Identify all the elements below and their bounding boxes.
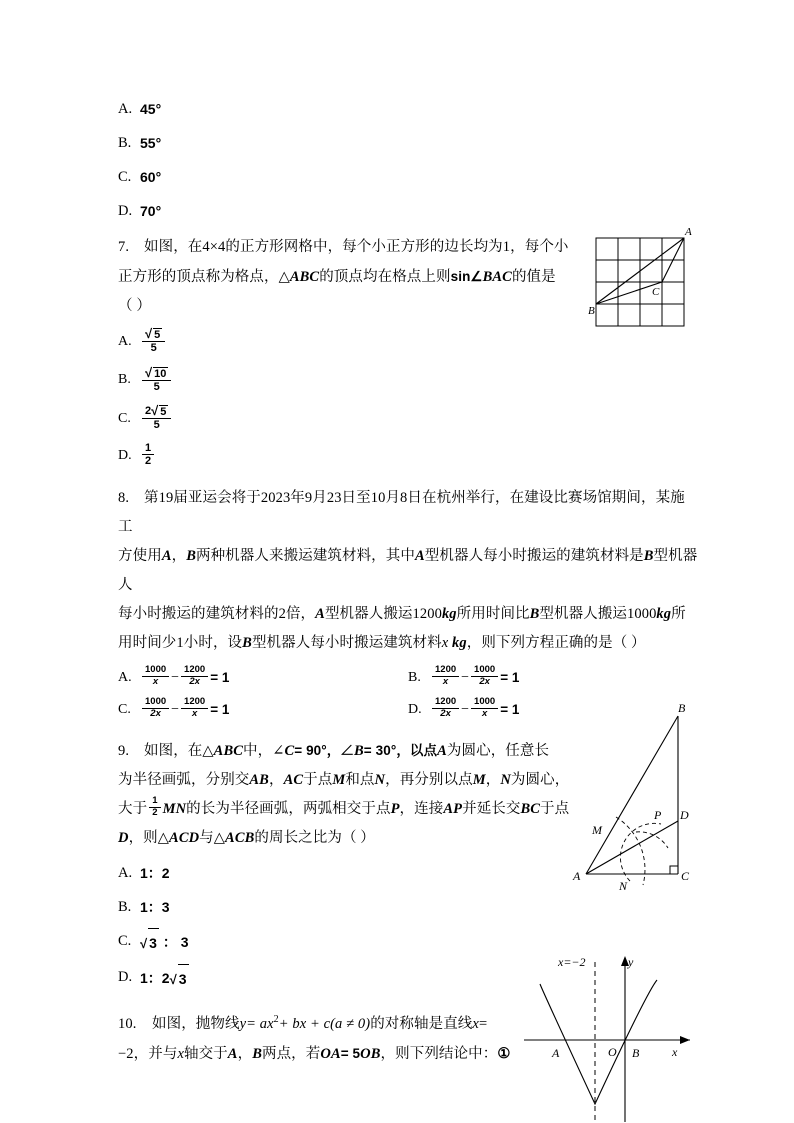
- q8-text-2e: 型机器人: [118, 548, 698, 594]
- radicand: 3: [178, 964, 189, 993]
- coefficient: 2: [145, 405, 152, 418]
- option-letter: C.: [118, 932, 132, 949]
- radical-sign: √: [169, 971, 177, 987]
- q9-text-3b: 的长为半径画弧，两弧相交于点: [186, 800, 391, 817]
- half-fraction: [149, 796, 160, 820]
- q7-line-3: （ ）: [118, 298, 151, 314]
- option-text: [140, 963, 189, 993]
- equation-rhs: = 1: [500, 670, 520, 686]
- q10-text-2d: 两点，若: [261, 1045, 321, 1062]
- label-a2: A: [414, 548, 425, 565]
- q8-number: 8.: [118, 490, 130, 507]
- segment-mn: MN: [162, 800, 187, 817]
- q10-text-1c: =: [478, 1015, 488, 1032]
- q8-text-3e: 所: [671, 606, 686, 623]
- option-fraction: [142, 442, 154, 469]
- q8-text-4b: 型机器人每小时搬运建筑材料: [251, 635, 442, 652]
- fraction-denominator: [186, 677, 203, 689]
- label-c: C: [284, 742, 295, 759]
- fraction-numerator: 1200: [432, 697, 459, 709]
- denominator-expr: 2x: [479, 675, 490, 687]
- q9-text-4b: 与: [199, 829, 214, 846]
- triangle-sides: [586, 716, 678, 874]
- ratio-separator: ：: [162, 933, 177, 950]
- radicand: 3: [148, 928, 159, 957]
- denominator-expr: x: [152, 675, 159, 687]
- point-label-a: A: [552, 1046, 560, 1060]
- fraction-denominator: [440, 677, 451, 689]
- q8-sep: ，: [171, 548, 187, 565]
- option-letter: A.: [118, 669, 132, 685]
- q9-text-2a: 为半径画弧，分别交: [118, 771, 250, 788]
- variable-x: x: [472, 1015, 479, 1032]
- segment-ab: AB: [249, 771, 269, 788]
- vertex-label-c: C: [652, 286, 660, 298]
- q7-text-2a: 正方形的顶点称为格点，: [118, 269, 279, 285]
- equation-rhs: = 1: [210, 670, 230, 686]
- q10-text-2f: ，则下列结论中：: [380, 1045, 498, 1062]
- option-letter: B.: [118, 135, 132, 151]
- unit-kg2: kg: [656, 606, 672, 623]
- fraction-numerator: 1000: [471, 665, 498, 677]
- q10-sep: ，: [237, 1045, 253, 1062]
- fraction-numerator: 1000: [471, 697, 498, 709]
- q9-text-2d: 和点: [345, 771, 375, 788]
- option-letter: D.: [118, 203, 133, 219]
- denominator-expr: 2x: [150, 707, 161, 719]
- point-label-n: N: [619, 879, 628, 893]
- option-text: [140, 927, 189, 957]
- q10-number: 10.: [118, 1015, 137, 1032]
- q8-text-3a: 每小时搬运的建筑材料的2倍，: [118, 606, 316, 623]
- fraction-numerator: 1200: [432, 665, 459, 677]
- denominator-expr: x: [191, 707, 198, 719]
- option-fraction: [142, 365, 171, 395]
- fraction-numerator: 1200: [181, 697, 208, 709]
- vertex-label-a: A: [685, 226, 692, 238]
- option-row[interactable]: [118, 163, 698, 191]
- q9-val-1: = 90°，∠: [294, 742, 354, 758]
- option-row[interactable]: [118, 666, 408, 690]
- q10-val: = 5: [340, 1045, 361, 1061]
- option-letter: D.: [118, 448, 132, 464]
- option-row[interactable]: [118, 197, 698, 225]
- axis-symmetry-label: x=−2: [558, 955, 586, 969]
- segment-ac: AC: [283, 771, 304, 788]
- q8-text-4a: 用时间少1小时，设: [118, 635, 243, 652]
- construction-arc-m: [636, 832, 668, 848]
- q8-line-3: [118, 600, 698, 629]
- minus-sign: −: [171, 701, 180, 717]
- option-row[interactable]: [118, 129, 698, 157]
- option-letter: B.: [118, 898, 132, 915]
- q9-text-1b: 中，∠: [243, 742, 285, 759]
- label-a: A: [437, 742, 447, 759]
- label-bac: BAC: [482, 269, 512, 285]
- point-m: M: [332, 771, 346, 788]
- unit-kg3: kg: [452, 635, 467, 652]
- triangle-symbol-2: △: [213, 829, 226, 846]
- ratio-first: 1：2: [140, 969, 170, 986]
- fraction-denominator: [150, 677, 161, 689]
- figure-q7-grid: [588, 224, 696, 328]
- q9-text-3a: 大于: [118, 800, 148, 817]
- fraction-denominator: [479, 709, 490, 721]
- point-n2: N: [500, 771, 511, 788]
- fraction-denominator: [189, 709, 200, 721]
- option-letter: A.: [118, 864, 133, 881]
- label-abc: ABC: [289, 269, 320, 285]
- label-b2: B: [643, 548, 654, 565]
- q8-text-2c: 两种机器人来搬运建筑材料，其中: [195, 548, 415, 565]
- fraction-numerator: 1: [149, 796, 160, 808]
- denominator-expr: x: [481, 707, 488, 719]
- segment-bc: BC: [520, 800, 541, 817]
- option-row[interactable]: [118, 95, 698, 123]
- variable-x2: x: [177, 1045, 184, 1062]
- q8-text-2a: 方使用: [118, 548, 162, 565]
- option-fraction: [142, 403, 171, 433]
- denominator-expr: 2x: [189, 675, 200, 687]
- point-label-m: M: [592, 823, 602, 837]
- q10-text-1a: 如图，抛物线: [152, 1015, 240, 1032]
- q8-line-4: [118, 629, 698, 658]
- q9-text-3d: 并延长交: [462, 800, 521, 817]
- label-b: B: [353, 742, 364, 759]
- ratio-second: 3: [180, 933, 189, 950]
- q10-expr-2: + bx + c(a ≠ 0): [278, 1015, 371, 1032]
- option-letter: D.: [118, 968, 133, 985]
- q9-text-3c: ，连接: [399, 800, 444, 817]
- fraction-denominator: [437, 709, 454, 721]
- right-angle-mark: [670, 866, 678, 874]
- origin-label: O: [608, 1045, 617, 1059]
- fraction-numerator: [142, 326, 165, 342]
- q9-val-2: = 30°，以点: [363, 742, 438, 758]
- q7-text-1: 如图，在4×4的正方形网格中，每个小正方形的边长均为1，每个小: [144, 239, 569, 255]
- exponent: 2: [273, 1013, 279, 1025]
- point-label-c: C: [681, 869, 690, 883]
- fraction-numerator: 1: [142, 442, 154, 456]
- option-row[interactable]: [118, 443, 698, 470]
- fraction-denominator: 5: [153, 419, 160, 432]
- unit-kg: kg: [441, 606, 457, 623]
- q8-text-4c: ，则下列方程正确的是（ ）: [466, 635, 646, 652]
- point-d: D: [118, 829, 129, 846]
- fraction-numerator: [142, 403, 171, 419]
- q9-sep: ，: [268, 771, 284, 788]
- q9-text-2c: 于点: [303, 771, 333, 788]
- q9-text-3e: 于点: [540, 800, 570, 817]
- radicand: 5: [160, 406, 167, 419]
- q9-text-1e: 为圆心，任意长: [446, 742, 550, 759]
- option-fraction-2: [181, 665, 208, 689]
- option-fraction-2: [471, 697, 498, 721]
- option-text: 60°: [140, 169, 162, 185]
- option-row[interactable]: [118, 366, 698, 396]
- figure-q10-parabola: [512, 952, 707, 1122]
- x-axis-arrow: [680, 1036, 690, 1044]
- vertex-label-b: B: [588, 305, 595, 317]
- label-b: B: [186, 548, 196, 565]
- option-letter: C.: [118, 410, 131, 426]
- option-pair-ab: [118, 666, 698, 690]
- q10-text-2a: −2，并与: [118, 1045, 178, 1062]
- variable-y: y: [239, 1015, 247, 1032]
- option-text: 1：2: [140, 864, 170, 881]
- x-axis-label: x: [672, 1045, 678, 1059]
- grid-lines: [596, 238, 684, 326]
- option-fraction-2: [181, 697, 208, 721]
- option-letter: A.: [118, 333, 132, 349]
- segment-ob: OB: [360, 1045, 381, 1062]
- option-letter: C.: [118, 701, 131, 717]
- fraction-denominator: [476, 677, 493, 689]
- fraction-numerator: 1000: [142, 697, 169, 709]
- point-label-d: D: [680, 808, 689, 822]
- q9-number: 9.: [118, 742, 130, 759]
- option-text: 55°: [140, 135, 162, 151]
- radical-sign: √: [140, 935, 148, 951]
- option-text: 70°: [140, 203, 162, 219]
- question-8: [118, 484, 698, 722]
- q8-text-3b: 型机器人搬运1200: [324, 606, 442, 623]
- option-letter: D.: [408, 701, 422, 717]
- fraction-denominator: 2: [152, 807, 158, 819]
- option-fraction-2: [471, 665, 498, 689]
- q9-text-4a: ，则: [128, 829, 158, 846]
- q8-line-2: [118, 542, 698, 600]
- option-fraction-1: [142, 697, 169, 721]
- label-abc: ABC: [213, 742, 243, 759]
- equation-rhs: = 1: [210, 702, 230, 718]
- equation-rhs: = 1: [500, 702, 520, 718]
- question-7-options: [118, 327, 698, 470]
- question-6-options: [118, 95, 698, 225]
- segment-oa: OA: [320, 1045, 341, 1062]
- option-row[interactable]: [408, 666, 698, 690]
- q7-text-2b: 的顶点均在格点上则: [319, 269, 451, 285]
- fraction-denominator: 2: [145, 455, 152, 468]
- option-letter: C.: [118, 169, 132, 185]
- fraction-denominator: 5: [153, 380, 160, 393]
- option-text: 45°: [140, 101, 162, 117]
- parabola-curve: [540, 980, 657, 1104]
- fraction-denominator: [147, 709, 164, 721]
- q9-sep2: ，: [485, 771, 501, 788]
- triangle-acb: ACB: [225, 829, 255, 846]
- label-b3: B: [529, 606, 540, 623]
- triangle-symbol: △: [157, 829, 170, 846]
- sin-symbol: sin∠: [450, 269, 483, 284]
- minus-sign: −: [461, 701, 470, 717]
- point-label-b: B: [632, 1046, 640, 1060]
- option-fraction: [142, 326, 165, 356]
- triangle-symbol: △: [278, 269, 290, 285]
- minus-sign: −: [171, 669, 180, 685]
- q8-text-3d: 型机器人搬运1000: [539, 606, 657, 623]
- point-n: N: [374, 771, 386, 788]
- fraction-denominator: 5: [150, 341, 157, 354]
- q7-text-2c: 的值是: [511, 269, 556, 285]
- point-b: B: [252, 1045, 262, 1062]
- option-letter: A.: [118, 101, 133, 117]
- fraction-numerator: 1000: [142, 665, 169, 677]
- q7-number: 7.: [118, 239, 130, 255]
- figure-q9-triangle: [558, 688, 718, 918]
- q9-text-2g: 为圆心，: [510, 771, 570, 788]
- radical-sign: √: [145, 326, 153, 341]
- q8-line-1: [118, 484, 698, 542]
- point-label-p: P: [654, 808, 662, 822]
- option-fraction-1: [432, 665, 459, 689]
- radical-sign: √: [145, 364, 153, 380]
- option-letter: B.: [408, 669, 421, 685]
- option-row[interactable]: [118, 695, 408, 722]
- point-p: P: [390, 800, 400, 817]
- label-b4: B: [242, 635, 252, 652]
- triangle-symbol: △: [202, 742, 214, 759]
- minus-sign: −: [461, 669, 470, 685]
- option-row[interactable]: [118, 404, 698, 434]
- q8-text-1: 第19届亚运会将于2023年9月23日至10月8日在杭州举行，在建设比赛场馆期间，某施工: [118, 490, 685, 536]
- denominator-expr: x: [442, 675, 449, 687]
- triangle-acd: ACD: [169, 829, 200, 846]
- option-fraction-1: [432, 697, 459, 721]
- segment-ap: AP: [443, 800, 463, 817]
- denominator-expr: 2x: [440, 707, 451, 719]
- point-a: A: [227, 1045, 238, 1062]
- option-fraction-1: [142, 665, 169, 689]
- construction-arc-n: [620, 823, 661, 881]
- q8-text-3c: 所用时间比: [456, 606, 530, 623]
- point-m2: M: [472, 771, 486, 788]
- option-letter: B.: [118, 372, 131, 388]
- label-a: A: [161, 548, 172, 565]
- fraction-numerator: 1200: [181, 665, 208, 677]
- q9-text-2e: ，再分别以点: [385, 771, 473, 788]
- option-text: 1：3: [140, 898, 170, 915]
- point-label-a: A: [573, 869, 581, 883]
- circled-number-1: ①: [497, 1045, 511, 1062]
- radicand: 10: [154, 367, 167, 380]
- q9-text-1a: 如图，在: [144, 742, 203, 759]
- variable-x: x: [441, 635, 449, 652]
- radical-sign: √: [151, 403, 159, 419]
- q8-text-2d: 型机器人每小时搬运的建筑材料是: [424, 548, 644, 565]
- q10-text-1b: 的对称轴是直线: [370, 1015, 473, 1032]
- fraction-numerator: [142, 365, 171, 381]
- y-axis-label: y: [628, 955, 634, 969]
- construction-arc-a: [616, 817, 645, 885]
- q9-text-4c: 的周长之比为（ ）: [254, 829, 375, 846]
- q10-text-2b: 轴交于: [183, 1045, 228, 1062]
- option-row[interactable]: [118, 327, 698, 357]
- radicand: 5: [154, 329, 161, 341]
- point-label-b: B: [678, 701, 686, 715]
- label-a3: A: [315, 606, 325, 623]
- q10-expr-1: = ax: [246, 1015, 274, 1032]
